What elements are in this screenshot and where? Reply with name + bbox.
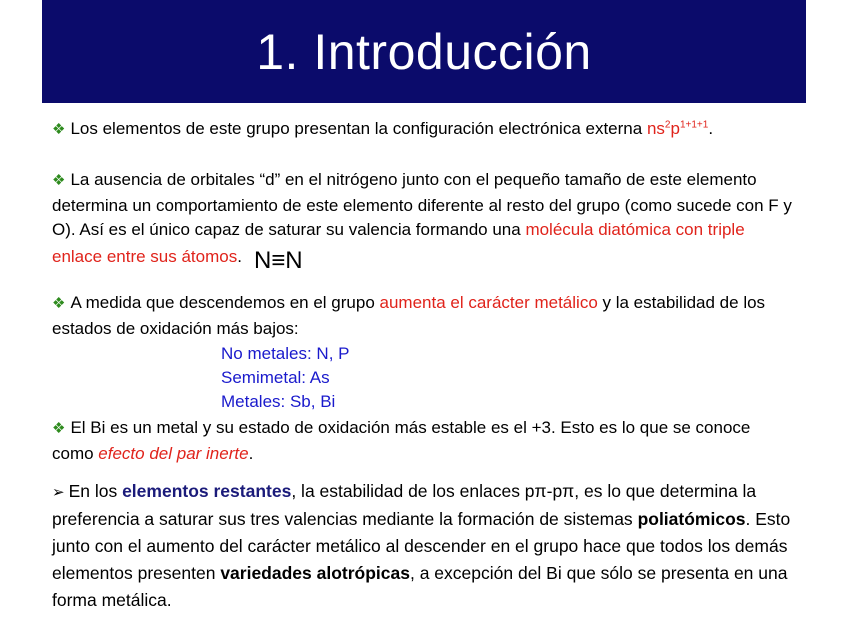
electron-configuration: $ns^2p^{1+1+1}$ bbox=[646, 119, 709, 138]
list-item: Semimetal: As bbox=[221, 368, 330, 387]
list-item: No metales: N, P bbox=[221, 344, 350, 363]
diamond-bullet-icon: ❖ bbox=[52, 121, 66, 138]
paragraph-metallic-character: ❖ A medida que descendemos en el grupo aumenta el carácter metálico y la estabilidad de los estados de oxidación más bajos: bbox=[52, 293, 766, 338]
list-item: Metales: Sb, Bi bbox=[221, 392, 336, 411]
paragraph-nitrogen: ❖ La ausencia de orbitales “d” en el nitrógeno junto con el pequeño tamaño de este elemento determina un comportamiento de este elemento diferente al resto del grupo (como sucede con F y O). Así es el único capaz de saturar su valencia formando una molécula diatómica con triple enlace entre sus átomos. N≡N bbox=[52, 170, 792, 274]
highlight-diatomic: molécula diatómica con triple enlace entre sus átomos bbox=[52, 220, 745, 266]
paragraph-remaining-elements: ➢ En los elementos restantes, la estabilidad de los enlaces pπ-pπ, es lo que determina la preferencia a saturar sus tres valencias mediante la formación de sistemas poliatómicos. Esto junto con el aumento del carácter metálico al descender en el grupo hace que todos los demás elementos presenten variedades alotrópicas, a excepción del Bi que sólo se presenta en una forma metálica. bbox=[52, 481, 791, 610]
arrow-bullet-icon: ➢ bbox=[52, 484, 65, 501]
diamond-bullet-icon: ❖ bbox=[52, 295, 66, 312]
title-banner bbox=[42, 0, 806, 103]
diamond-bullet-icon: ❖ bbox=[52, 172, 66, 189]
highlight-inert-pair: efecto del par inerte bbox=[98, 443, 249, 463]
paragraph-bismuth: ❖ El Bi es un metal y su estado de oxidación más estable es el +3. Esto es lo que se conoce como efecto del par inerte. bbox=[52, 418, 751, 463]
highlight-metallic: aumenta el carácter metálico bbox=[379, 293, 598, 312]
paragraph-configuration: ❖ Los elementos de este grupo presentan la configuración electrónica externa $ns^2p^{1+1+1}$. bbox=[52, 119, 714, 138]
formula-n2: N≡N bbox=[253, 246, 303, 274]
page-title: 1. Introducción bbox=[256, 23, 592, 80]
diamond-bullet-icon: ❖ bbox=[52, 420, 66, 437]
element-classification-list bbox=[221, 342, 350, 414]
